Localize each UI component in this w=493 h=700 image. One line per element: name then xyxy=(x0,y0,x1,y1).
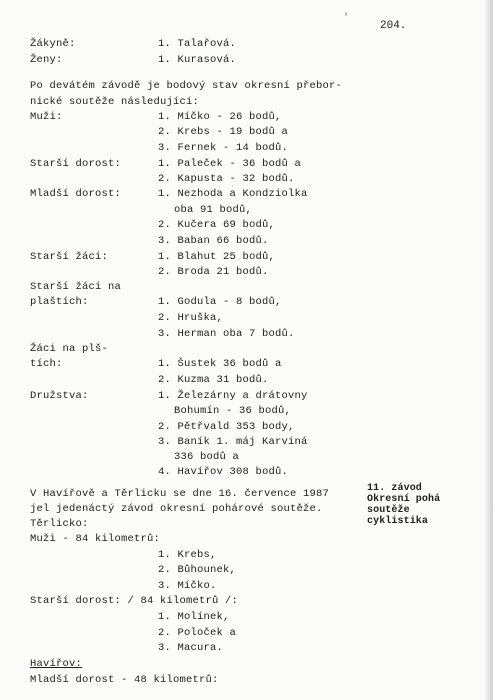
text-line: Starší dorost: xyxy=(30,158,122,170)
text-line: 1. Železárny a drátovny xyxy=(158,390,308,402)
margin-note-line: Okresní pohá xyxy=(367,494,441,505)
text-line: 2. Kučera 69 bodů, xyxy=(158,219,276,231)
text-line: 3. Míčko. xyxy=(158,580,217,592)
text-line: 3. Herman oba 7 bodů. xyxy=(158,328,295,340)
text-line: Havířov: xyxy=(30,658,83,670)
text-line: 2. Krebs - 19 bodů a xyxy=(158,126,289,138)
margin-note-line: 11. závod xyxy=(367,483,422,494)
text-line: 1. Kurasová. xyxy=(158,54,237,66)
text-line: tích: xyxy=(30,358,63,370)
text-line: 1. Talařová. xyxy=(158,38,237,50)
text-line: Žákyně: xyxy=(30,38,76,50)
text-line: 1. Molínek, xyxy=(158,611,230,623)
text-line: 2. Poloček a xyxy=(158,627,237,639)
text-line: 3. Baník 1. máj Karviná xyxy=(158,436,308,448)
text-line: Ženy: xyxy=(30,54,63,66)
text-line: 1. Nezhoda a Kondziolka xyxy=(158,188,308,200)
text-line: 2. Broda 21 bodů. xyxy=(158,266,269,278)
text-line: 2. Hruška, xyxy=(158,312,224,324)
text-line: 3. Fernek - 14 bodů. xyxy=(158,142,289,154)
text-line: V Havířově a Těrlicku se dne 16. července 1987 xyxy=(30,488,330,500)
page-edge-shadow xyxy=(484,0,493,700)
text-line: Starší žáci: xyxy=(30,251,109,263)
text-line: Muži - 84 kilometrů: xyxy=(30,533,161,545)
text-line: 2. Kuzma 31 bodů. xyxy=(158,374,269,386)
text-line: jel jedenáctý závod okresní pohárové soutěže. xyxy=(30,503,323,515)
text-line: Po devátém závodě je bodový stav okresní přebor- xyxy=(30,80,343,92)
text-line: 3. Baban 66 bodů. xyxy=(158,235,269,247)
text-line: Muži: xyxy=(30,111,63,123)
page-mark: ' xyxy=(343,13,350,24)
text-line: 4. Havířov 308 bodů. xyxy=(158,466,289,478)
text-line: 1. Krebs, xyxy=(158,549,217,561)
text-line: 1. Blahut 25 bodů, xyxy=(158,251,276,263)
text-line: 1. Míčko - 26 bodů, xyxy=(158,111,282,123)
text-line: nické soutěže následující: xyxy=(30,96,200,108)
text-line: 2. Bůhounek, xyxy=(158,564,237,576)
text-line: 1. Godula - 8 bodů, xyxy=(158,296,282,308)
text-line: Těrlicko: xyxy=(30,518,89,530)
text-line: Mladší dorost: xyxy=(30,188,122,200)
text-line: Bohumín - 36 bodů, xyxy=(174,405,292,417)
text-line: Mladší dorost - 48 kilometrů: xyxy=(30,674,219,686)
text-line: 3. Macura. xyxy=(158,642,224,654)
text-line: 1. Šustek 36 bodů a xyxy=(158,358,282,370)
margin-note-line: cyklistika xyxy=(367,516,429,527)
text-line: 2. Pětřvald 353 body, xyxy=(158,421,295,433)
text-line: Žáci na plš- xyxy=(30,343,109,355)
margin-note-line: soutěže xyxy=(367,505,410,516)
text-line: oba 91 bodů, xyxy=(174,204,253,216)
text-line: plaštích: xyxy=(30,296,89,308)
text-line: Starší dorost: / 84 kilometrů /: xyxy=(30,595,239,607)
text-line: 1. Paleček - 36 bodů a xyxy=(158,158,302,170)
text-line: 2. Kapusta - 32 bodů. xyxy=(158,173,295,185)
text-line: Družstva: xyxy=(30,390,89,402)
page-number: 204. xyxy=(380,20,407,32)
text-line: Starší žáci na xyxy=(30,281,122,293)
text-line: 336 bodů a xyxy=(174,451,240,463)
